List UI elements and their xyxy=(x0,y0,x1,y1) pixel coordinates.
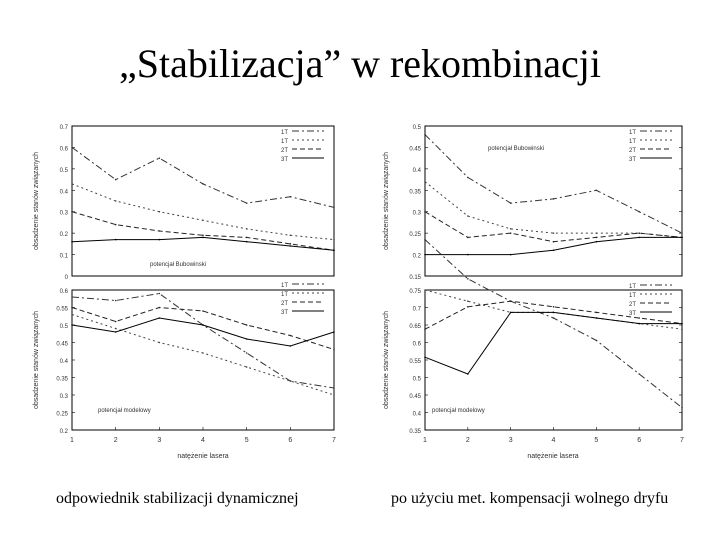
data-point xyxy=(333,239,335,241)
x-tick-label: 5 xyxy=(244,437,249,444)
data-point xyxy=(290,345,292,347)
data-point xyxy=(596,241,598,243)
data-point xyxy=(290,380,292,382)
x-tick-label: 5 xyxy=(594,437,599,444)
y-tick-label: 0 xyxy=(64,275,68,281)
data-point xyxy=(638,323,640,325)
y-tick-label: 0.7 xyxy=(412,306,421,313)
data-point xyxy=(553,306,555,308)
legend-label: 1T xyxy=(628,130,636,136)
series-line-2 xyxy=(72,184,334,240)
legend-label: 1T xyxy=(628,139,636,145)
x-tick-label: 6 xyxy=(288,437,293,444)
data-point xyxy=(510,312,512,314)
data-point xyxy=(115,328,117,330)
data-point xyxy=(202,234,204,236)
data-point xyxy=(246,352,248,354)
legend-label: 1T xyxy=(280,283,288,289)
data-point xyxy=(290,196,292,198)
data-point xyxy=(596,312,598,314)
data-point xyxy=(467,254,469,256)
data-point xyxy=(246,202,248,204)
y-tick-label: 0.3 xyxy=(59,210,68,217)
caption-left: odpowiednik stabilizacji dynamicznej xyxy=(56,490,299,507)
data-point xyxy=(71,324,73,326)
data-point xyxy=(71,307,73,309)
legend-label: 2T xyxy=(280,301,288,307)
y-tick-label: 0.5 xyxy=(59,167,68,174)
data-point xyxy=(159,230,161,232)
x-tick-label: 4 xyxy=(201,437,205,444)
x-tick-label: 4 xyxy=(551,437,556,444)
data-point xyxy=(115,200,117,202)
y-tick-label: 0.15 xyxy=(409,275,421,281)
legend-label: 3T xyxy=(628,311,636,317)
series-line-2 xyxy=(72,315,334,396)
legend-label: 3T xyxy=(280,157,288,163)
data-point xyxy=(553,317,555,319)
data-point xyxy=(638,317,640,319)
panel-annotation: potencjał Bubowinski xyxy=(488,146,545,152)
panel-annotation: potencjał modelowy xyxy=(98,408,151,414)
y-tick-label: 0.7 xyxy=(59,125,68,131)
data-point xyxy=(71,183,73,185)
series-line-4 xyxy=(425,312,682,374)
data-point xyxy=(290,335,292,337)
y-tick-label: 0.25 xyxy=(409,232,421,239)
data-point xyxy=(333,387,335,389)
y-tick-label: 0.35 xyxy=(409,429,421,435)
y-tick-label: 0.35 xyxy=(56,376,68,383)
x-tick-label: 7 xyxy=(332,437,336,444)
data-point xyxy=(159,157,161,159)
data-point xyxy=(553,232,555,234)
data-point xyxy=(202,237,204,239)
data-point xyxy=(202,324,204,326)
data-point xyxy=(290,245,292,247)
y-tick-label: 0.4 xyxy=(412,167,421,174)
data-point xyxy=(681,232,683,234)
data-point xyxy=(202,310,204,312)
y-axis-label: obsadzenie stanów związanych xyxy=(383,310,390,410)
y-axis-label: obsadzenie stanów związanych xyxy=(383,151,390,251)
x-tick-label: 1 xyxy=(423,437,427,444)
legend-label: 1T xyxy=(628,284,636,290)
data-point xyxy=(159,211,161,213)
data-point xyxy=(333,207,335,209)
y-tick-label: 0.2 xyxy=(59,232,68,239)
legend-label: 2T xyxy=(628,148,636,154)
y-tick-label: 0.4 xyxy=(59,359,68,365)
data-point xyxy=(333,249,335,251)
data-point xyxy=(246,228,248,230)
legend-label: 1T xyxy=(280,130,288,136)
y-tick-label: 0.6 xyxy=(412,341,421,348)
y-tick-label: 0.6 xyxy=(59,289,68,295)
legend-label: 1T xyxy=(280,292,288,298)
data-point xyxy=(467,373,469,375)
data-point xyxy=(290,243,292,245)
data-point xyxy=(202,219,204,221)
y-tick-label: 0.4 xyxy=(412,411,421,418)
data-point xyxy=(553,249,555,251)
data-point xyxy=(638,237,640,239)
data-point xyxy=(159,293,161,295)
data-point xyxy=(510,232,512,234)
data-point xyxy=(467,177,469,179)
data-point xyxy=(202,183,204,185)
series-line-4 xyxy=(425,237,682,254)
panel-annotation: potencjał modelowy xyxy=(432,408,485,414)
data-point xyxy=(424,239,426,241)
data-point xyxy=(71,211,73,213)
data-point xyxy=(71,241,73,243)
data-point xyxy=(553,241,555,243)
series-line-4 xyxy=(72,318,334,346)
x-axis-label: natężenie lasera xyxy=(527,453,579,460)
data-point xyxy=(510,300,512,302)
data-point xyxy=(246,237,248,239)
x-tick-label: 2 xyxy=(465,437,470,444)
data-point xyxy=(333,331,335,333)
data-point xyxy=(596,317,598,319)
data-point xyxy=(510,202,512,204)
data-point xyxy=(159,239,161,241)
legend-label: 2T xyxy=(280,148,288,154)
data-point xyxy=(638,232,640,234)
data-point xyxy=(424,134,426,136)
legend-label: 3T xyxy=(628,157,636,163)
y-tick-label: 0.4 xyxy=(59,189,68,196)
y-tick-label: 0.25 xyxy=(56,411,68,418)
legend-label: 1T xyxy=(280,139,288,145)
data-point xyxy=(115,321,117,323)
data-point xyxy=(246,366,248,368)
x-tick-label: 6 xyxy=(637,437,642,444)
y-tick-label: 0.1 xyxy=(59,253,68,260)
data-point xyxy=(681,237,683,239)
data-point xyxy=(467,215,469,217)
series-line-2 xyxy=(425,182,682,238)
data-point xyxy=(246,338,248,340)
data-point xyxy=(424,254,426,256)
y-tick-label: 0.65 xyxy=(409,324,421,330)
data-point xyxy=(553,312,555,314)
series-line-1 xyxy=(72,294,334,389)
y-axis-label: obsadzenie stanów związanych xyxy=(33,310,40,410)
data-point xyxy=(159,342,161,344)
x-tick-label: 3 xyxy=(508,437,513,444)
data-point xyxy=(638,211,640,213)
x-tick-label: 7 xyxy=(680,437,684,444)
y-tick-label: 0.3 xyxy=(59,394,68,400)
data-point xyxy=(246,241,248,243)
data-point xyxy=(424,211,426,213)
data-point xyxy=(467,300,469,302)
data-point xyxy=(596,189,598,191)
data-point xyxy=(115,239,117,241)
y-tick-label: 0.6 xyxy=(59,146,68,153)
y-tick-label: 0.2 xyxy=(412,253,421,260)
data-point xyxy=(202,352,204,354)
y-tick-label: 0.75 xyxy=(409,289,421,295)
data-point xyxy=(467,278,469,280)
y-axis-label: obsadzenie stanów związanych xyxy=(33,151,40,251)
panel-annotation: potencjał Bubowinski xyxy=(150,262,207,268)
data-point xyxy=(115,179,117,181)
data-point xyxy=(638,373,640,375)
y-tick-label: 0.5 xyxy=(412,376,421,383)
y-tick-label: 0.2 xyxy=(59,429,68,435)
data-point xyxy=(681,407,683,409)
data-point xyxy=(115,224,117,226)
data-point xyxy=(71,296,73,298)
data-point xyxy=(159,317,161,319)
data-point xyxy=(159,307,161,309)
series-line-3 xyxy=(425,301,682,329)
data-point xyxy=(467,306,469,308)
y-tick-label: 0.55 xyxy=(409,359,421,365)
data-point xyxy=(596,232,598,234)
slide-title: „Stabilizacja” w rekombinacji xyxy=(118,41,601,86)
y-tick-label: 0.3 xyxy=(412,210,421,217)
y-tick-label: 0.5 xyxy=(412,125,421,131)
data-point xyxy=(246,324,248,326)
data-point xyxy=(424,328,426,330)
x-tick-label: 1 xyxy=(70,437,74,444)
data-point xyxy=(424,356,426,358)
data-point xyxy=(510,228,512,230)
y-tick-label: 0.55 xyxy=(56,306,68,313)
data-point xyxy=(71,147,73,149)
data-point xyxy=(467,237,469,239)
y-tick-label: 0.35 xyxy=(409,189,421,196)
series-line-3 xyxy=(72,212,334,251)
legend-label: 2T xyxy=(628,302,636,308)
x-tick-label: 2 xyxy=(113,437,118,444)
series-line-3 xyxy=(72,308,334,350)
y-tick-label: 0.45 xyxy=(56,341,68,348)
data-point xyxy=(71,314,73,316)
data-point xyxy=(596,340,598,342)
y-tick-label: 0.5 xyxy=(59,324,68,330)
y-tick-label: 0.45 xyxy=(409,394,421,400)
data-point xyxy=(510,254,512,256)
data-point xyxy=(333,349,335,351)
data-point xyxy=(290,234,292,236)
data-point xyxy=(553,198,555,200)
data-point xyxy=(681,328,683,330)
data-point xyxy=(115,331,117,333)
data-point xyxy=(424,289,426,291)
x-axis-label: natężenie lasera xyxy=(177,453,229,460)
data-point xyxy=(596,237,598,239)
data-point xyxy=(333,394,335,396)
series-line-4 xyxy=(72,237,334,250)
data-point xyxy=(681,323,683,325)
data-point xyxy=(115,300,117,302)
caption-right: po użyciu met. kompensacji wolnego dryfu xyxy=(391,490,669,507)
legend-label: 1T xyxy=(628,293,636,299)
y-tick-label: 0.45 xyxy=(409,146,421,153)
legend-label: 3T xyxy=(280,310,288,316)
data-point xyxy=(424,181,426,183)
x-tick-label: 3 xyxy=(157,437,162,444)
series-line-1 xyxy=(72,147,334,207)
